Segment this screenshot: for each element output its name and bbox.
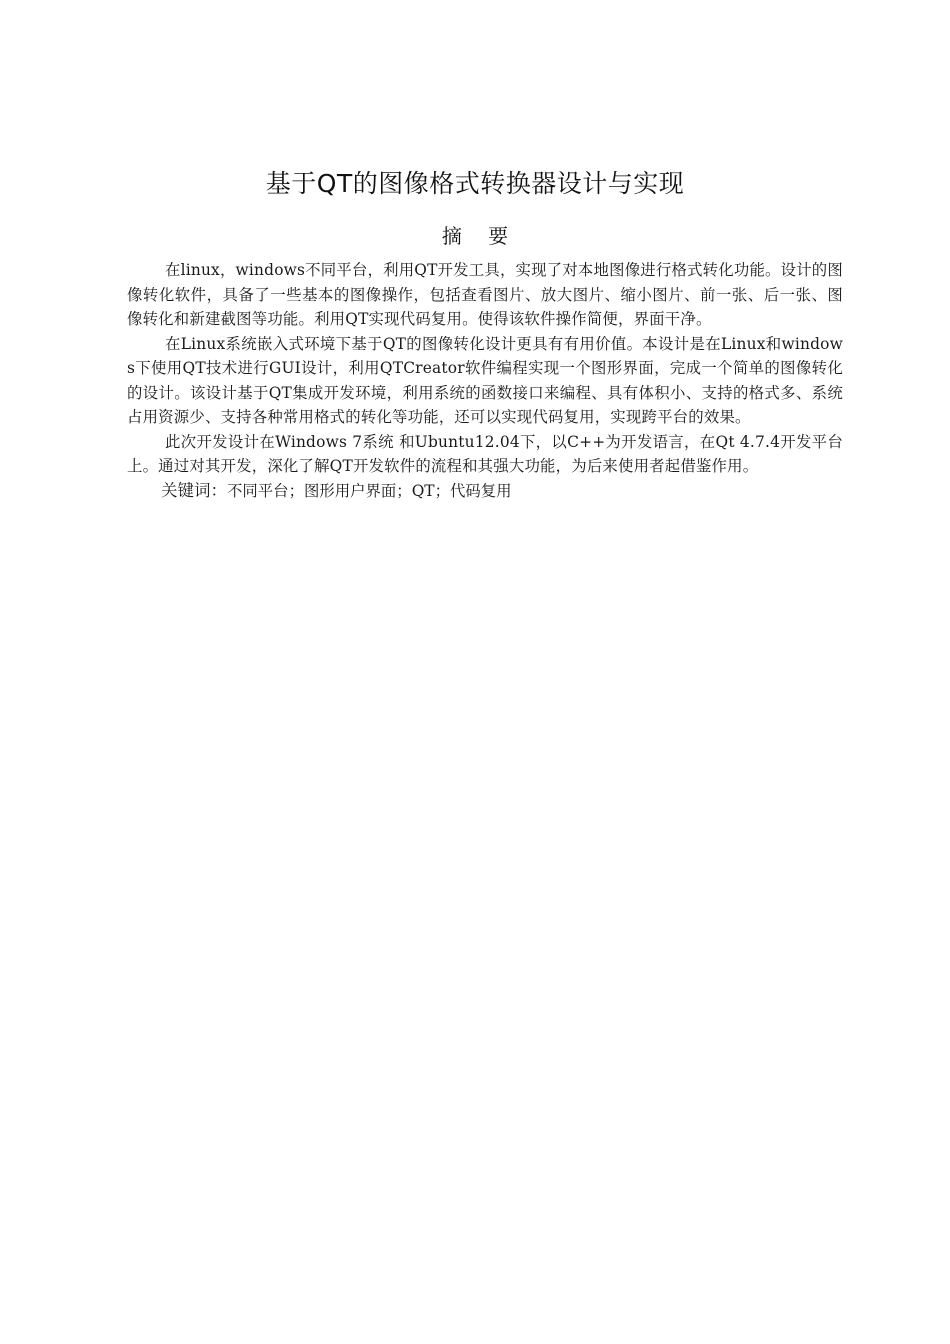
paper-title: 基于QT的图像格式转换器设计与实现 xyxy=(265,169,685,198)
abstract-paragraph-3: 此次开发设计在Windows 7系统 和Ubuntu12.04下，以C++为开发语言，在Qt 4.7.4开发平台上。通过对其开发，深化了解QT开发软件的流程和其强大功能，为后来使用者起借鉴作用。 xyxy=(127,432,843,475)
abstract-paragraph-1: 在linux，windows不同平台，利用QT开发工具，实现了对本地图像进行格式转化功能。设计的图像转化软件，具备了一些基本的图像操作，包括查看图片、放大图片、缩小图片、前一张、后一张、图像转化和新建截图等功能。利用QT实现代码复用。使得该软件操作简便，界面干净。 xyxy=(127,261,843,328)
keywords-text: 不同平台；图形用户界面；QT；代码复用 xyxy=(227,481,512,500)
keywords-label: 关键词： xyxy=(161,480,227,500)
abstract-paragraph-2: 在Linux系统嵌入式环境下基于QT的图像转化设计更具有有用价值。本设计是在Linux和windows下使用QT技术进行GUI设计，利用QTCreator软件编程实现一个图形界面，完成一个简单的图像转化的设计。该设计基于QT集成开发环境，利用系统的函数接口来编程、具有体积小、支持的格式多、系统占用资源少、支持各种常用格式的转化等功能，还可以实现代码复用，实现跨平台的效果。 xyxy=(127,334,843,426)
abstract-heading: 摘 要 xyxy=(441,224,519,248)
keywords-line xyxy=(127,479,843,504)
abstract-body xyxy=(127,258,843,503)
